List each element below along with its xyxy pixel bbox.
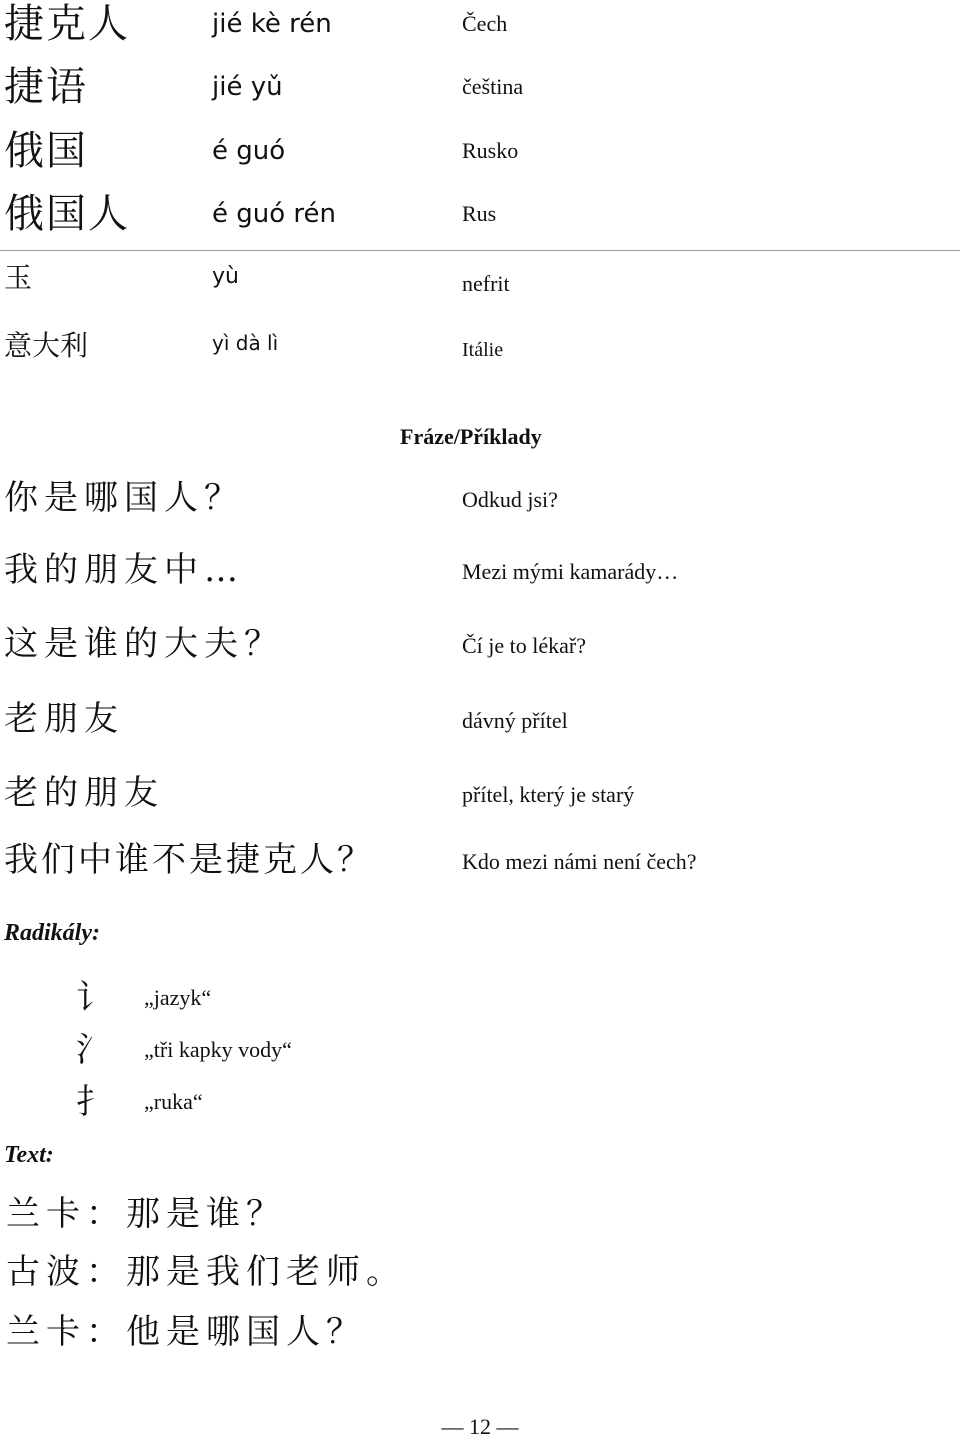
vocab-pinyin: jié kè rén (212, 9, 332, 39)
phrase-row (0, 838, 960, 902)
vocab-hanzi: 俄国人 (4, 191, 130, 237)
radical-row (76, 976, 676, 1024)
radical-meaning: „tři kapky vody“ (144, 1037, 292, 1062)
phrases-heading: Fráze/Příklady (400, 424, 542, 449)
page-number: — 12 — (441, 1414, 519, 1439)
phrase-czech: Kdo mezi námi není čech? (462, 849, 697, 874)
vocab-hanzi: 俄国 (4, 128, 88, 174)
vocab-pinyin: yù (212, 264, 239, 289)
phrase-czech: přítel, který je starý (462, 782, 635, 807)
vocab-czech: Itálie (462, 339, 504, 361)
vocab-czech: Čech (462, 11, 508, 36)
vocab-czech: Rus (462, 201, 497, 226)
vocab-row (0, 127, 960, 191)
phrase-hanzi: 老朋友 (4, 699, 124, 739)
radical-row (76, 1080, 676, 1128)
dialogue-line: 兰卡：他是哪国人？ (6, 1312, 366, 1352)
vocab-pinyin: yì dà lì (212, 331, 279, 355)
radical-meaning: „jazyk“ (144, 985, 212, 1010)
vocab-row (0, 190, 960, 254)
radical-symbol: 讠 (76, 978, 110, 1018)
vocab-czech: čeština (462, 74, 524, 99)
vocab-pinyin: jié yǔ (212, 72, 283, 102)
divider-line (0, 250, 960, 251)
radicals-label: Radikály: (4, 920, 100, 946)
phrase-row (0, 548, 960, 612)
dialogue-line: 古波：那是我们老师。 (6, 1252, 406, 1292)
phrase-hanzi: 这是谁的大夫？ (4, 624, 284, 664)
phrase-czech: Čí je to lékař? (462, 633, 587, 658)
vocab-row (0, 63, 960, 127)
radical-symbol: 扌 (76, 1082, 110, 1122)
phrase-hanzi: 我们中谁不是捷克人？ (4, 840, 374, 880)
vocab-hanzi: 捷语 (4, 64, 88, 110)
phrase-hanzi: 你是哪国人？ (4, 478, 244, 518)
radical-symbol: 氵 (76, 1030, 110, 1070)
vocab-hanzi: 玉 (4, 261, 33, 294)
vocab-czech: nefrit (462, 271, 510, 296)
extra-vocab-row (0, 326, 960, 390)
vocab-czech: Rusko (462, 138, 519, 163)
vocab-row (0, 0, 960, 64)
dialogue-line: 兰卡：那是谁？ (6, 1194, 286, 1234)
vocab-pinyin: é guó (212, 136, 286, 166)
phrase-czech: Mezi mými kamarády… (462, 559, 679, 584)
vocab-pinyin: é guó rén (212, 199, 337, 229)
vocab-hanzi: 意大利 (4, 329, 89, 362)
radical-meaning: „ruka“ (144, 1089, 203, 1114)
phrase-hanzi: 我的朋友中… (4, 550, 244, 590)
phrase-row (0, 622, 960, 686)
phrase-row (0, 476, 960, 540)
phrase-czech: Odkud jsi? (462, 487, 558, 512)
phrase-row (0, 697, 960, 761)
text-label: Text: (4, 1142, 54, 1168)
phrase-row (0, 771, 960, 835)
radical-row (76, 1028, 676, 1076)
vocab-hanzi: 捷克人 (4, 1, 130, 47)
phrase-czech: dávný přítel (462, 708, 568, 733)
extra-vocab-row (0, 258, 960, 322)
phrase-hanzi: 老的朋友 (4, 773, 164, 813)
